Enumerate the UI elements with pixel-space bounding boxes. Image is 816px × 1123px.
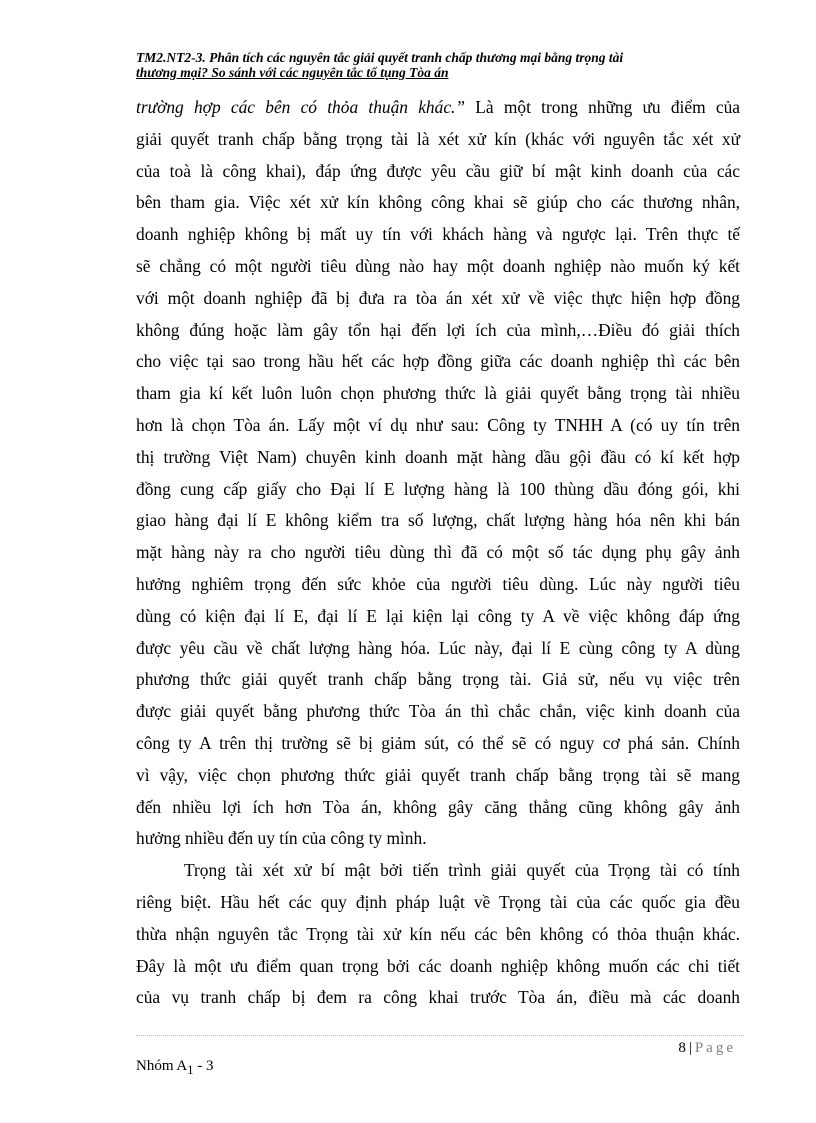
quote-end: trường hợp các bên có thỏa thuận khác.” — [136, 97, 466, 117]
page-number — [678, 1040, 736, 1057]
body-line-22: đến nhiều lợi ích hơn Tòa án, không gây căng thẳng cũng không gây ảnh — [136, 796, 740, 817]
body-line-1: giải quyết tranh chấp bằng trọng tài là xét xử kín (khác với nguyên tắc xét xử — [136, 128, 740, 149]
body-line-28: của vụ tranh chấp bị đem ra công khai trước Tòa án, điều mà các doanh — [136, 987, 740, 1008]
body-line-20: công ty A trên thị trường sẽ bị giảm sút, có thể sẽ có nguy cơ phá sản. Chính — [136, 732, 740, 753]
group-name-prefix: Nhóm A — [136, 1058, 188, 1074]
body-line-9: tham gia kí kết luôn luôn chọn phương thức là giải quyết bằng trọng tài nhiều — [136, 383, 740, 404]
body-line-0-rest: Là một trong những ưu điểm của — [465, 97, 740, 117]
body-text — [136, 92, 740, 1014]
group-name-suffix: - 3 — [193, 1058, 214, 1074]
body-line-27: Đây là một ưu điểm quan trọng bởi các doanh nghiệp không muốn các chi tiết — [136, 955, 740, 976]
body-line-12: đồng cung cấp giấy cho Đại lí E lượng hàng là 100 thùng dầu đóng gói, khi — [136, 478, 740, 499]
body-line-14: mặt hàng này ra cho người tiêu dùng thì đã có một số tác dụng phụ gây ảnh — [136, 542, 740, 563]
page-number-separator: | — [688, 1040, 692, 1056]
body-line-10: hơn là chọn Tòa án. Lấy một ví dụ như sau: Công ty TNHH A (có uy tín trên — [136, 414, 740, 435]
body-line-8: cho việc tại sao trong hầu hết các hợp đồng giữa các doanh nghiệp thì các bên — [136, 351, 740, 372]
header-title-line-1: TM2.NT2-3. Phân tích các nguyên tắc giải quyết tranh chấp thương mại bằng trọng tài — [136, 50, 624, 65]
body-line-3: bên tham gia. Việc xét xử kín không công khai sẽ giúp cho các thương nhân, — [136, 192, 740, 213]
page-label: Page — [694, 1040, 736, 1056]
body-line-21: vì vậy, việc chọn phương thức giải quyết tranh chấp bằng trọng tài sẽ mang — [136, 764, 740, 785]
page-header — [136, 50, 744, 80]
body-line-24: Trọng tài xét xử bí mật bởi tiến trình giải quyết của Trọng tài có tính — [184, 860, 740, 881]
body-line-25: riêng biệt. Hầu hết các quy định pháp luật về Trọng tài của các quốc gia đều — [136, 891, 740, 912]
body-line-19: được giải quyết bằng phương thức Tòa án thì chắc chắn, việc kinh doanh của — [136, 701, 740, 722]
body-line-18: phương thức giải quyết tranh chấp bằng trọng tài. Giả sử, nếu vụ việc trên — [136, 669, 740, 690]
group-name — [136, 1058, 214, 1078]
body-line-2: của toà là công khai), đáp ứng được yêu cầu giữ bí mật kinh doanh của các — [136, 160, 740, 181]
body-line-13: giao hàng đại lí E không kiểm tra số lượng, chất lượng hàng hóa nên khi bán — [136, 510, 740, 531]
body-line-16: dùng có kiện đại lí E, đại lí E lại kiện lại công ty A về việc không đáp ứng — [136, 605, 740, 626]
header-title-line-2: thương mại? So sánh với các nguyên tắc tố tụng Tòa án — [136, 65, 449, 80]
body-line-26: thừa nhận nguyên tắc Trọng tài xử kín nếu các bên không có thỏa thuận khác. — [136, 923, 740, 944]
body-line-0 — [136, 92, 740, 124]
body-line-4: doanh nghiệp không bị mất uy tín với khách hàng và ngược lại. Trên thực tế — [136, 224, 740, 245]
body-line-5: sẽ chẳng có một người tiêu dùng nào hay một doanh nghiệp nào muốn ký kết — [136, 255, 740, 276]
body-line-7: không đúng hoặc làm gây tổn hại đến lợi ích của mình,…Điều đó giải thích — [136, 319, 740, 340]
body-line-11: thị trường Việt Nam) chuyên kinh doanh mặt hàng dầu gội đầu có kí kết hợp — [136, 446, 740, 467]
group-name-subscript: 1 — [187, 1063, 194, 1077]
page-number-value: 8 — [678, 1040, 686, 1056]
body-line-17: được yêu cầu về chất lượng hàng hóa. Lúc này, đại lí E cùng công ty A dùng — [136, 637, 740, 658]
body-line-23: hưởng nhiều đến uy tín của công ty mình. — [136, 828, 427, 849]
body-line-15: hưởng nghiêm trọng đến sức khỏe của người tiêu dùng. Lúc này người tiêu — [136, 573, 740, 594]
footer-divider — [136, 1035, 744, 1036]
body-line-6: với một doanh nghiệp đã bị đưa ra tòa án xét xử về việc thực hiện hợp đồng — [136, 287, 740, 308]
